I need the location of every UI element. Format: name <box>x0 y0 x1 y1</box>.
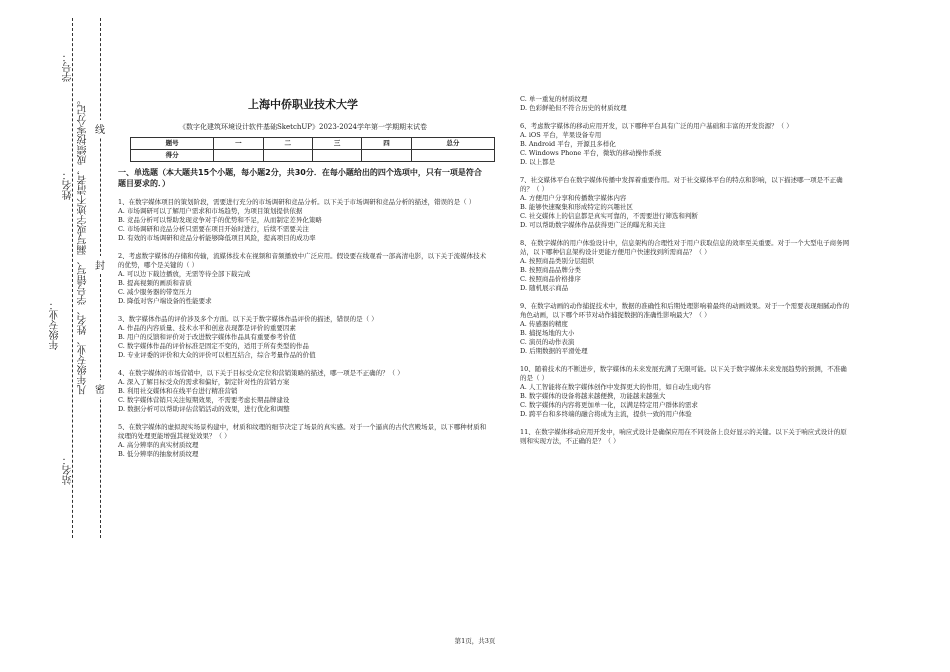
question-option: D. 专业评委的评价和大众的评价可以相互结合，综合考量作品的价值 <box>118 351 316 359</box>
question-option: D. 随机展示商品 <box>520 284 569 292</box>
question-option: C. 按照商品价格排序 <box>520 275 581 283</box>
question-option: A. 可以边下载边播放，无需等待全部下载完成 <box>118 270 251 278</box>
question-item <box>520 176 850 230</box>
seal-mark: 线 <box>95 120 105 137</box>
question-option: B. 提高视频的画质和音质 <box>118 279 192 287</box>
score-header-cell: 四 <box>362 138 411 150</box>
question-option: B. 用户的反馈和评价对于改进数字媒体作品具有重要参考价值 <box>118 333 296 341</box>
question-option: C. Windows Phone 平台，微软的移动操作系统 <box>520 149 662 157</box>
question-option: C. 数字媒体的内容将更加单一化，以满足特定用户群体的需求 <box>520 401 698 409</box>
exam-title: 《数字化建筑环境设计软件基础SketchUP》2023-2024学年第一学期期末试卷 <box>178 123 428 131</box>
university-title: 上海中侨职业技术大学 <box>248 98 358 111</box>
question-option: C. 数字媒体营销只关注短期效果，不需要考虑长期品牌建设 <box>118 396 290 404</box>
score-header-cell: 题号 <box>131 138 214 150</box>
question-option: B. 低分辨率的抽象材质纹理 <box>118 450 199 458</box>
score-header-cell: 二 <box>263 138 312 150</box>
question-item <box>520 302 850 356</box>
question-option: B. 捕捉场地的大小 <box>520 329 575 337</box>
question-stem: 11、在数字媒体移动应用开发中，响应式设计是确保应用在不同设备上良好显示的关键。以下关于响应式设计的原则和实现方法，不正确的是？（ ） <box>520 428 847 445</box>
score-table <box>130 137 495 162</box>
binding-margin <box>0 0 112 672</box>
question-item <box>520 428 850 446</box>
question-option: C. 减少服务器的带宽压力 <box>118 288 192 296</box>
question-option: A. 方便用户分享和传播数字媒体内容 <box>520 194 627 202</box>
score-cell <box>263 150 312 162</box>
question-stem: 8、在数字媒体的用户体验设计中，信息架构的合理性对于用户获取信息的效率至关重要。对于一个大型电子商务网站，以下哪种信息架构设计更能方便用户快速找到所需商品？（ ） <box>520 239 850 256</box>
question-item <box>520 122 850 167</box>
section-title: 一、单选题（本大题共15个小题，每小题2分，共30分．在每小题给出的四个选项中，只有一项是符合题目要求的．） <box>118 168 482 188</box>
left-column <box>118 95 488 459</box>
score-cell <box>411 150 494 162</box>
question-option: C. 单一重复的材质纹理 <box>520 95 588 103</box>
question-option: D. 数据分析可以帮助评估营销活动的效果，进行优化和调整 <box>118 405 290 413</box>
question-option: B. 能够快速聚集和形成特定的兴趣社区 <box>520 203 633 211</box>
score-row-label: 得分 <box>131 150 214 162</box>
binding-dash-line <box>100 18 101 538</box>
question-option: D. 降低对客户端设备的性能要求 <box>118 297 212 305</box>
question-stem: 6、考虑数字媒体的移动应用开发，以下哪种平台具有广泛的用户基础和丰富的开发资源？（ ） <box>520 122 793 130</box>
question-option: D. 跨平台和多终端的融合将成为主流，提供一致的用户体验 <box>520 410 692 418</box>
score-header-cell: 三 <box>312 138 361 150</box>
score-cell <box>312 150 361 162</box>
student-name-label: 姓名： <box>63 170 74 200</box>
score-header-cell: 总分 <box>411 138 494 150</box>
question-option: B. 按照商品品牌分类 <box>520 266 581 274</box>
question-option: B. 数字媒体的设备将越来越便携，功能越来越强大 <box>520 392 666 400</box>
student-id-label: 学号： <box>63 52 74 82</box>
question-option: A. 市场调研可以了解用户需求和市场趋势，为项目策划提供依据 <box>118 207 303 215</box>
question-item <box>118 423 488 459</box>
question-stem: 2、考虑数字媒体的存储和传输，流媒体技术在视频和音频播放中广泛应用。假设要在线观看一部高清电影，以下关于流媒体技术的优势，哪个是关键的（ ） <box>118 252 487 269</box>
question-stem: 4、在数字媒体的市场营销中，以下关于目标受众定位和营销策略的描述，哪一项是不正确的？（ ） <box>118 369 404 377</box>
question-item <box>118 369 488 414</box>
question-item <box>118 315 488 360</box>
question-stem: 9、在数字动画的动作捕捉技术中，数据的准确性和后期处理影响着最终的动画效果。对于一个需要表现细腻动作的角色动画，以下哪个环节对动作捕捉数据的准确性影响最大？（ ） <box>520 302 850 319</box>
score-cell <box>214 150 263 162</box>
question-stem: 1、在数字媒体项目的策划阶段，需要进行充分的市场调研和竞品分析。以下关于市场调研和竞品分析的描述，错误的是（ ） <box>118 198 476 206</box>
question-option: C. 社交媒体上的信息都是真实可靠的，不需要进行筛选和判断 <box>520 212 698 220</box>
question-item <box>520 365 850 419</box>
class-label: 年级专业： <box>50 300 61 350</box>
score-table-header-row <box>131 138 495 150</box>
question-option: D. 色彩鲜艳但不符合历史的材质纹理 <box>520 104 627 112</box>
seal-mark: 密 <box>95 380 105 397</box>
score-header-cell: 一 <box>214 138 263 150</box>
question-item <box>118 198 488 243</box>
question-option: A. iOS 平台，苹果设备专用 <box>520 131 602 139</box>
question-option: C. 演员的动作表演 <box>520 338 575 346</box>
question-stem: 3、数字媒体作品的评价涉及多个方面。以下关于数字媒体作品评价的描述，错误的是（ ） <box>118 315 378 323</box>
question-option: A. 按照商品类别分层组织 <box>520 257 594 265</box>
question-option: C. 市场调研和竞品分析只需要在项目开始时进行，后续不需要关注 <box>118 225 309 233</box>
right-question-list <box>520 122 850 446</box>
page-footer: 第1页，共3页 <box>454 637 496 645</box>
question-option: A. 深入了解目标受众的需求和偏好，制定针对性的营销方案 <box>118 378 290 386</box>
question-option: A. 传感器的精度 <box>520 320 568 328</box>
question-stem: 5、在数字媒体的虚拟现实场景构建中，材质和纹理的细节决定了场景的真实感。对于一个逼真的古代宫殿场景，以下哪种材质和纹理的处理更能增强其视觉效果？（ ） <box>118 423 487 440</box>
question-option: A. 人工智能将在数字媒体创作中发挥更大的作用，如自动生成内容 <box>520 383 711 391</box>
seal-mark: 封 <box>95 256 105 273</box>
question-option: B. 竞品分析可以帮助发现竞争对手的优势和不足，从而制定差异化策略 <box>118 216 322 224</box>
left-question-list <box>118 198 488 459</box>
question-item <box>118 252 488 306</box>
question-option: D. 后期数据的平滑处理 <box>520 347 588 355</box>
question-option: C. 数字媒体作品的评价标准是固定不变的，适用于所有类型的作品 <box>118 342 309 350</box>
question-stem: 10、随着技术的不断进步，数字媒体的未来发展充满了无限可能。以下关于数字媒体未来发展趋势的预测，不准确的是（ ） <box>520 365 847 382</box>
question-option: D. 以上都是 <box>520 158 556 166</box>
score-table-row <box>131 150 495 162</box>
question-option: A. 作品的内容质量、技术水平和创意表现都是评价的重要因素 <box>118 324 296 332</box>
question-option: B. 利用社交媒体和在线平台进行精准营销 <box>118 387 238 395</box>
question-option: B. Android 平台，开源且多样化 <box>520 140 616 148</box>
question-stem: 7、社交媒体平台在数字媒体传播中发挥着重要作用。对于社交媒体平台的特点和影响，以下描述哪一项是不正确的？（ ） <box>520 176 843 193</box>
school-label: 站名： <box>63 455 74 485</box>
question-option: D. 有效的市场调研和竞品分析能够降低项目风险，提高项目的成功率 <box>118 234 316 242</box>
binding-instruction: 凡年级专业、姓名、学号错写、漏写或字迹不清者，成绩按零分记。 <box>78 95 89 395</box>
right-column <box>520 95 850 446</box>
question-item <box>520 239 850 293</box>
score-cell <box>362 150 411 162</box>
question-option: A. 高分辨率的真实材质纹理 <box>118 441 199 449</box>
question-option: D. 可以帮助数字媒体作品获得更广泛的曝光和关注 <box>520 221 666 229</box>
